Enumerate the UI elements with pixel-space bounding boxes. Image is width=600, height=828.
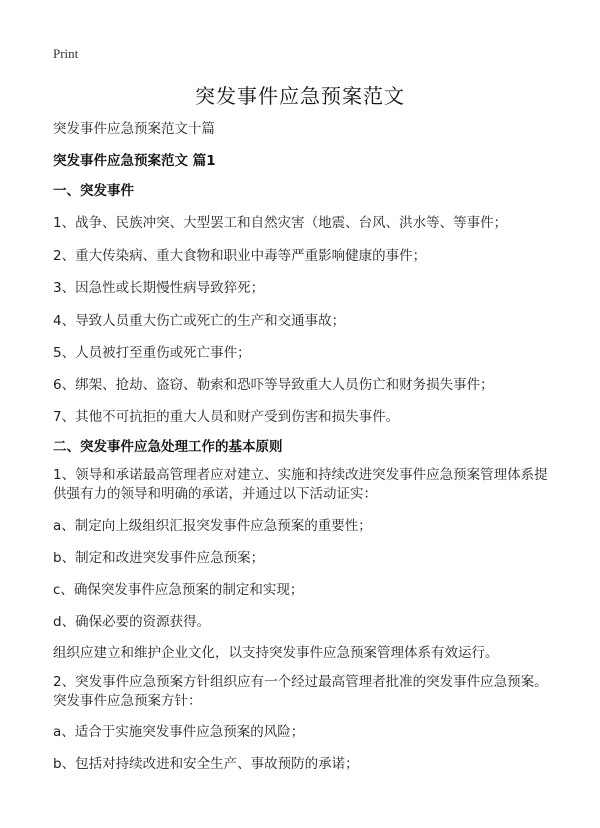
list-item: b、包括对持续改进和安全生产、事故预防的承诺；	[53, 756, 359, 772]
list-item: 3、因急性或长期慢性病导致猝死；	[53, 280, 265, 296]
section-heading-1: 一、突发事件	[53, 183, 134, 199]
list-item: 2、重大传染病、重大食物和职业中毒等严重影响健康的事件；	[53, 248, 427, 264]
document-subtitle: 突发事件应急预案范文十篇	[53, 121, 215, 137]
list-item: b、制定和改进突发事件应急预案；	[53, 550, 265, 566]
list-item: 6、绑架、抢劫、盗窃、勒索和恐吓等导致重大人员伤亡和财务损失事件；	[53, 377, 494, 393]
list-item: 4、导致人员重大伤亡或死亡的生产和交通事故；	[53, 313, 346, 329]
list-item: a、制定向上级组织汇报突发事件应急预案的重要性；	[53, 518, 372, 534]
list-item: a、适合于实施突发事件应急预案的风险；	[53, 724, 305, 740]
paragraph: 1、领导和承诺最高管理者应对建立、实施和持续改进突发事件应急预案管理体系提供强有力的领导和明确的承诺，并通过以下活动证实：	[53, 467, 548, 502]
paragraph: 组织应建立和维护企业文化，以支持突发事件应急预案管理体系有效运行。	[53, 645, 499, 661]
print-label: Print	[53, 46, 79, 61]
section-heading-2: 二、突发事件应急处理工作的基本原则	[53, 439, 283, 455]
paragraph: 2、突发事件应急预案方针组织应有一个经过最高管理者批准的突发事件应急预案。突发事件应急预案方针：	[53, 674, 548, 709]
list-item: 5、人员被打至重伤或死亡事件；	[53, 345, 251, 361]
list-item: 1、战争、民族冲突、大型罢工和自然灾害（地震、台风、洪水等、等事件；	[53, 215, 508, 231]
page-title: 突发事件应急预案范文	[195, 84, 405, 108]
list-item: c、确保突发事件应急预案的制定和实现；	[53, 582, 304, 598]
list-item: d、确保必要的资源获得。	[53, 614, 211, 630]
article-heading: 突发事件应急预案范文 篇1	[53, 153, 216, 169]
list-item: 7、其他不可抗拒的重大人员和财产受到伤害和损失事件。	[53, 409, 400, 425]
